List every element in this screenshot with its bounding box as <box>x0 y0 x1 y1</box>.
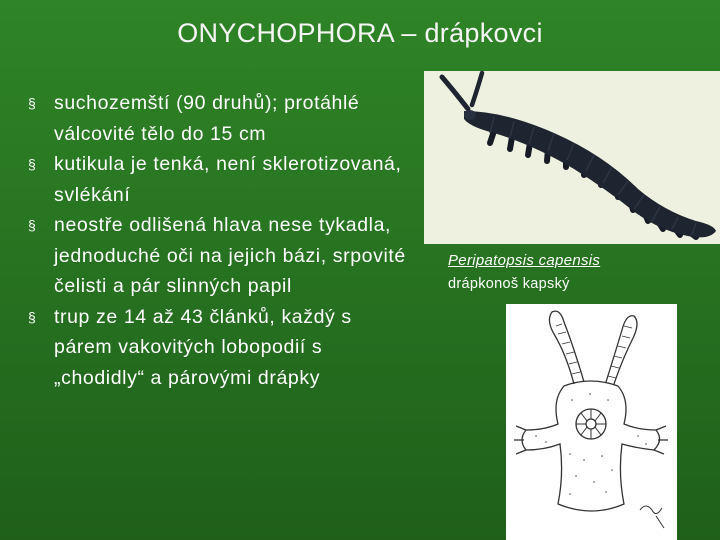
bullet-marker: § <box>28 217 37 233</box>
bullet-marker: § <box>28 95 37 111</box>
bullet-marker: § <box>28 156 37 172</box>
common-name: drápkonoš kapský <box>448 276 570 292</box>
bullet-list <box>26 88 416 393</box>
velvet-worm-head-sketch <box>506 304 677 540</box>
bullet-item <box>26 149 416 210</box>
bullet-item <box>26 88 416 149</box>
bullet-item <box>26 210 416 302</box>
head-drawing <box>506 304 677 540</box>
species-name[interactable]: Peripatopsis capensis <box>448 252 601 269</box>
bullet-marker: § <box>28 308 37 325</box>
slide-title: ONYCHOPHORA – drápkovci <box>177 18 543 48</box>
bullet-text: kutikula je tenká, není sklerotizovaná, svlékání <box>54 153 402 206</box>
bullet-text: suchozemští (90 druhů); protáhlé válcovité tělo do 15 cm <box>54 92 360 145</box>
bullet-text: neostře odlišená hlava nese tykadla, jednoduché oči na jejich bázi, srpovité čelisti a pár slinných papil <box>54 214 406 297</box>
bullet-text: trup ze 14 až 43 článků, každý s párem vakovitých lobopodií s „chodidly“ a párovými drápky <box>54 305 352 389</box>
bullet-item <box>26 302 416 394</box>
velvet-worm-photo <box>424 71 720 244</box>
velvet-worm-illustration <box>424 71 720 244</box>
